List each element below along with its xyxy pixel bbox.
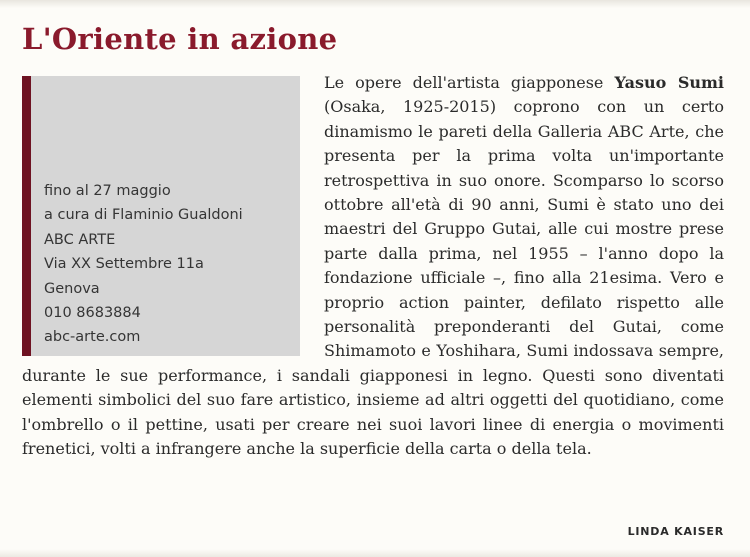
exhibition-dates: fino al 27 maggio [44, 183, 171, 199]
article-text: (Osaka, 1925-2015) coprono con un certo dinamismo le pareti della Galleria ABC Arte, che presenta per la prima volta un'importante retrospettiva in suo onore. Scomparso lo scorso ottobre all'età di 90 anni, Sumi è stato uno dei maestri del Gruppo Gutai, alle cui mostre prese parte dalla prima, nel 1955 – l'anno dopo la fondazione ufficiale –, fino alla 21esima. Vero e proprio action painter, defilato rispetto alle personalità preponderanti del Gutai, come Shimamoto e Yoshihara, Sumi indossava sempre, durante le sue performance, i sandali giapponesi in legno. Questi sono diventati elementi simbolici del suo fare artistico, insieme ad altri oggetti del quotidiano, come l'ombrello o il pettine, usati per creare nei suoi lavori linee di energia o movimenti frenetici, volti a infrangere anche la superficie della carta o della tela. [22, 97, 724, 459]
top-rule [0, 0, 750, 8]
gallery-website: abc-arte.com [44, 329, 141, 346]
article-headline: L'Oriente in azione [22, 22, 338, 56]
article-body [22, 71, 724, 462]
exhibition-curator: a cura di Flaminio Gualdoni [44, 207, 243, 224]
artist-name: Yasuo Sumi [614, 73, 725, 92]
gallery-phone: 010 8683884 [44, 305, 141, 322]
gallery-name: ABC ARTE [44, 231, 116, 248]
bottom-strip [0, 549, 750, 557]
article-intro: Le opere dell'artista giapponese [324, 73, 615, 92]
gallery-city: Genova [44, 280, 100, 297]
author-byline: LINDA KAISER [627, 525, 724, 538]
info-box-spacer [22, 71, 324, 363]
gallery-address: Via XX Settembre 11a [44, 256, 204, 273]
